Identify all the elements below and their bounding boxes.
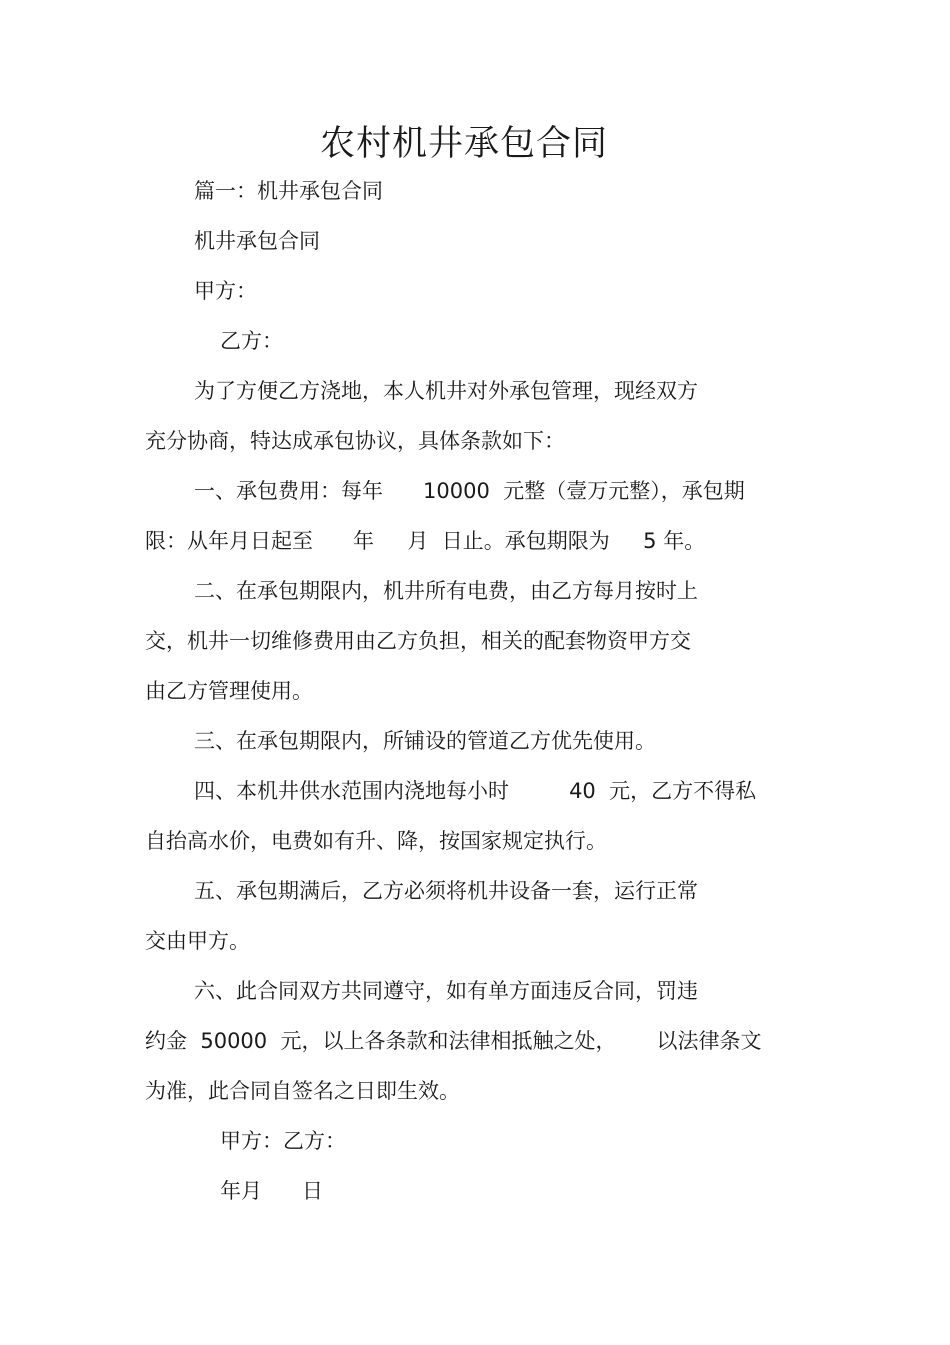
clause-6-line-1: 六、此合同双方共同遵守，如有单方面违反合同，罚违 xyxy=(194,979,698,1003)
clause-2-line-2: 交，机井一切维修费用由乙方负担，相关的配套物资甲方交 xyxy=(145,629,691,653)
clause-2-line-1: 二、在承包期限内，机井所有电费，由乙方每月按时上 xyxy=(194,579,698,603)
party-b-label: 乙方： xyxy=(220,329,283,353)
clause-5-line-2: 交由甲方。 xyxy=(145,929,250,953)
clause-1-line-1: 一、承包费用：每年 10000 元整（壹万元整），承包期 xyxy=(194,479,745,503)
document-title: 农村机井承包合同 xyxy=(319,124,608,164)
intro-line-1: 为了方便乙方浇地，本人机井对外承包管理，现经双方 xyxy=(194,379,698,403)
intro-line-2: 充分协商，特达成承包协议，具体条款如下： xyxy=(145,429,565,453)
clause-3-line-1: 三、在承包期限内，所铺设的管道乙方优先使用。 xyxy=(194,729,656,753)
party-a-label: 甲方： xyxy=(194,279,257,303)
clause-4-line-2: 自抬高水价，电费如有升、降，按国家规定执行。 xyxy=(145,829,607,853)
clause-5-line-1: 五、承包期满后，乙方必须将机井设备一套，运行正常 xyxy=(194,879,698,903)
signature-parties: 甲方：乙方： xyxy=(220,1129,346,1153)
clause-4-line-1: 四、本机井供水范围内浇地每小时 40 元，乙方不得私 xyxy=(194,779,757,803)
clause-6-line-2: 约金 50000 元，以上各条款和法律相抵触之处， 以法律条文 xyxy=(145,1029,762,1053)
section-heading: 篇一：机井承包合同 xyxy=(194,179,383,203)
contract-heading: 机井承包合同 xyxy=(194,229,320,253)
clause-1-line-2: 限：从年月日起至 年 月 日止。承包期限为 5 年。 xyxy=(145,529,706,553)
clause-2-line-3: 由乙方管理使用。 xyxy=(145,679,313,703)
clause-6-line-3: 为准，此合同自签名之日即生效。 xyxy=(145,1079,460,1103)
signature-date: 年月 日 xyxy=(220,1179,324,1203)
